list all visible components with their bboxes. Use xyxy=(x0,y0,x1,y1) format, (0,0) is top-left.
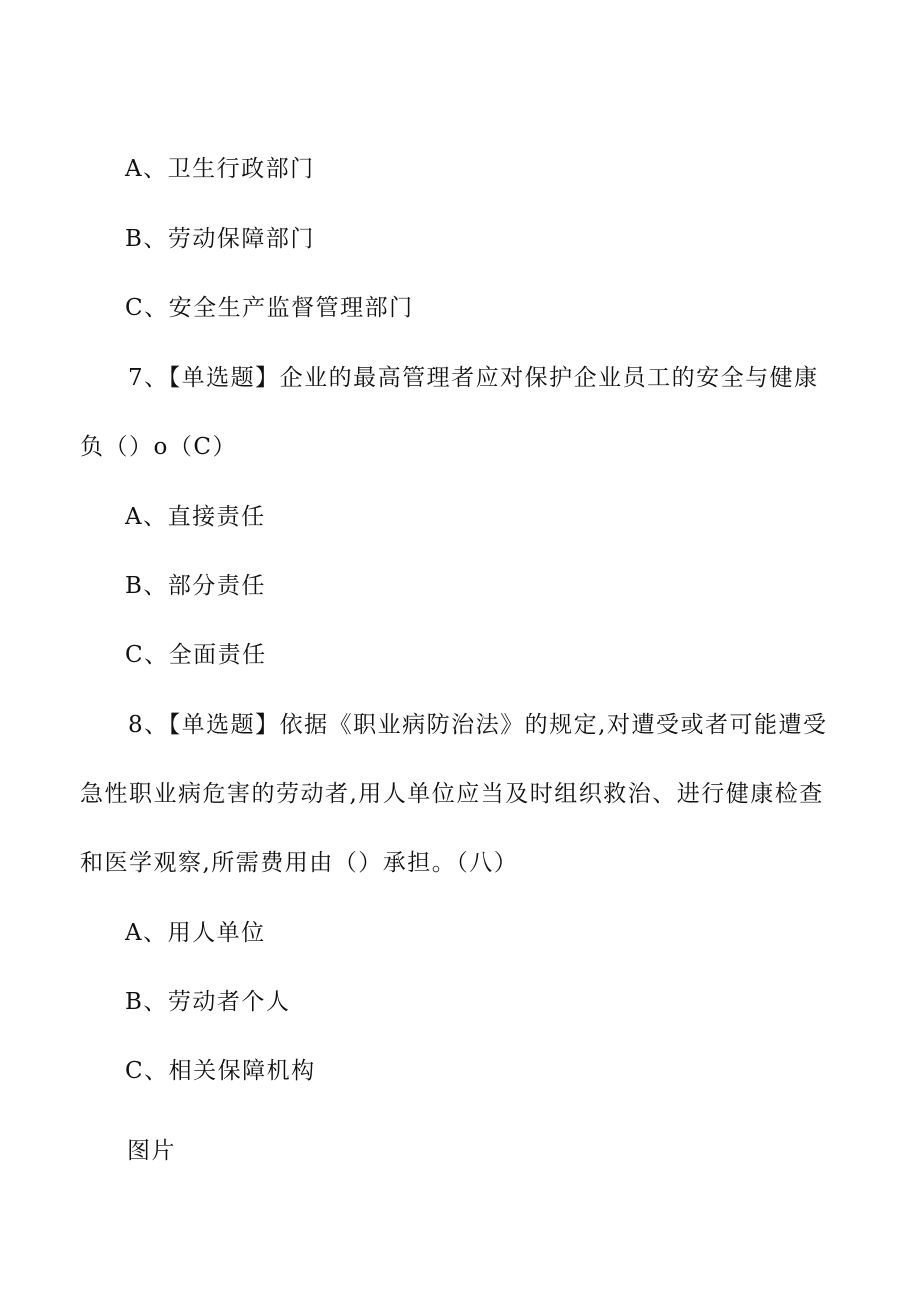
option-c-prev: C、安全生产监督管理部门 xyxy=(125,295,414,321)
option-b-prev: B、劳动保障部门 xyxy=(125,226,315,252)
picture-label: 图片 xyxy=(127,1138,176,1164)
q7-option-b: B、部分责任 xyxy=(125,573,266,599)
q7-option-a: A、直接责任 xyxy=(125,504,266,530)
question-8-text-cont-2: 和医学观察,所需费用由（）承担。（八） xyxy=(80,850,519,876)
q8-option-b: B、劳动者个人 xyxy=(125,989,291,1015)
question-7-text: 7、【单选题】企业的最高管理者应对保护企业员工的安全与健康 xyxy=(128,365,819,391)
question-7-text-cont: 负（）o（C） xyxy=(80,434,237,460)
question-8-text: 8、【单选题】依据《职业病防治法》的规定,对遭受或者可能遭受 xyxy=(128,712,828,738)
q8-option-c: C、相关保障机构 xyxy=(125,1058,316,1084)
option-a-prev: A、卫生行政部门 xyxy=(125,156,315,182)
q8-option-a: A、用人单位 xyxy=(125,920,266,946)
q7-option-c: C、全面责任 xyxy=(125,642,267,668)
question-8-text-cont: 急性职业病危害的劳动者,用人单位应当及时组织救治、进行健康检查 xyxy=(80,781,824,807)
